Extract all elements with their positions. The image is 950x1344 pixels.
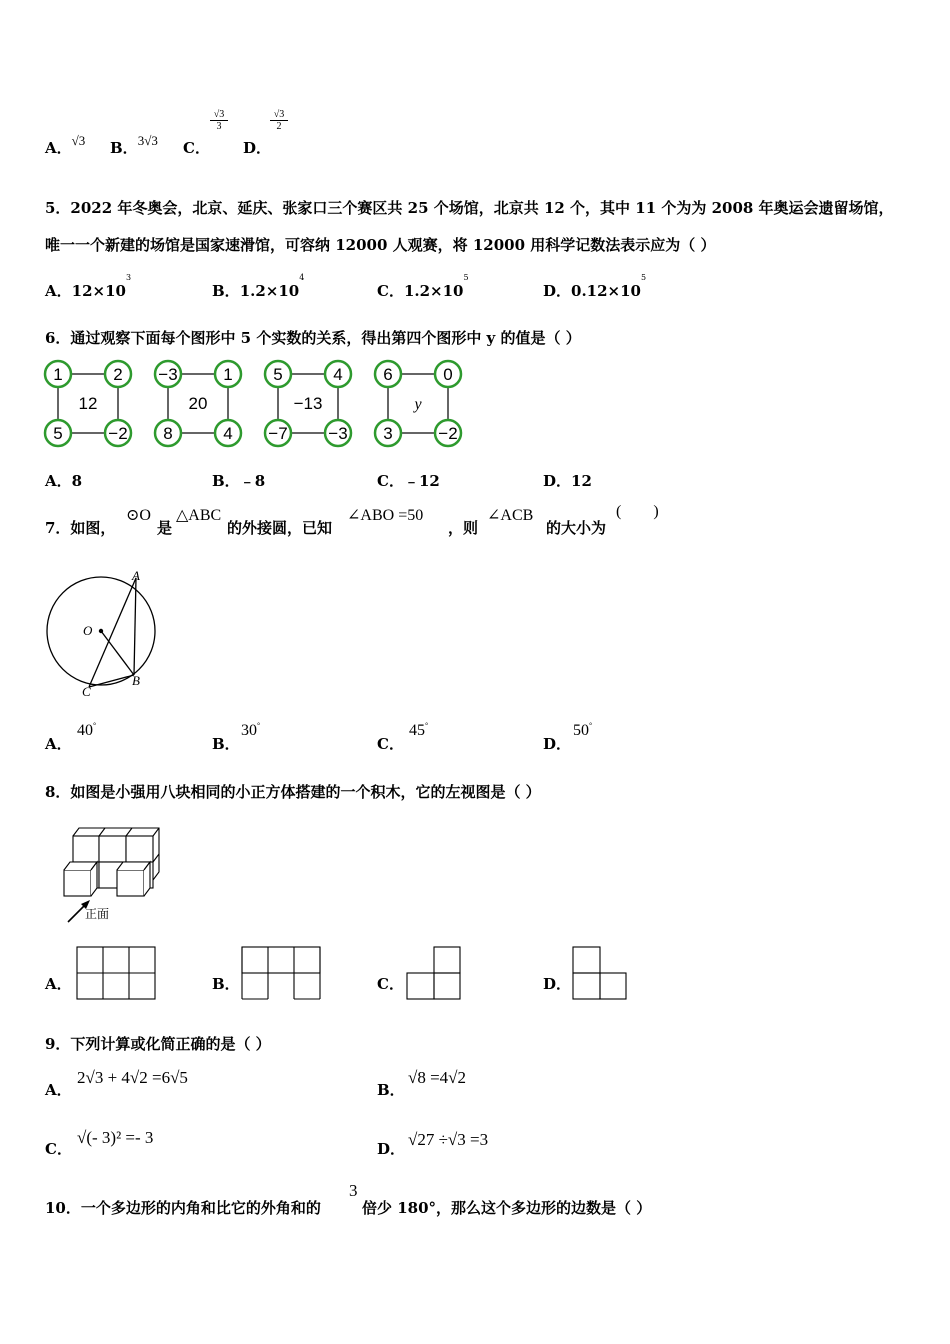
q6-center-value: 20	[188, 394, 208, 413]
q6-corner-value: −3	[158, 365, 178, 384]
q6-figure-2	[155, 361, 241, 446]
q7-option-a[interactable]: A．	[45, 735, 72, 753]
q8-option-a-figure	[75, 945, 157, 1001]
q6-corner-value: 1	[223, 365, 233, 384]
q6-corner-value: 3	[383, 424, 393, 443]
q9-option-b-expr: √8 =4√2	[408, 1068, 466, 1087]
q9-option-c[interactable]: C．	[45, 1140, 72, 1158]
q8-option-b-figure	[240, 945, 322, 1001]
q9-stem: 9．下列计算或化简正确的是（ ）	[45, 1035, 271, 1053]
q8-block-figure	[55, 822, 175, 927]
q10-prefix: 10．一个多边形的内角和比它的外角和的	[45, 1199, 321, 1217]
q7-prefix: 7．如图，	[45, 519, 116, 537]
q6-figure-4	[375, 361, 461, 446]
q6-figures	[40, 358, 470, 453]
point-o-label: O	[83, 623, 93, 638]
cube-front-1	[64, 870, 91, 896]
q6-corner-value: 2	[113, 365, 123, 384]
q6-corner-value: 4	[333, 365, 343, 384]
q7-option-b[interactable]: B．	[212, 735, 240, 753]
q6-corner-value: −3	[328, 424, 348, 443]
q7-option-d[interactable]: D．	[543, 735, 572, 753]
q4-option-c[interactable]: C．	[183, 139, 210, 157]
q4-option-d-fraction: √3 2	[270, 109, 288, 132]
q6-corner-value: −7	[268, 424, 288, 443]
q4-option-b-value: 3√3	[137, 133, 158, 148]
q7-then: ，则	[448, 519, 479, 537]
q7-mid: 的外接圆，已知	[227, 519, 333, 537]
segment-ac	[89, 578, 136, 687]
q8-option-d-figure	[571, 945, 629, 1001]
q6-option-b[interactable]: B．﹣8	[212, 472, 266, 490]
q7-paren: ( )	[616, 503, 659, 520]
point-b-label: B	[132, 673, 140, 688]
q7-ask-angle: ∠ACB	[487, 507, 534, 524]
q6-corner-value: 5	[53, 424, 63, 443]
cube-back-3	[126, 836, 153, 862]
q9-option-b[interactable]: B．	[377, 1081, 405, 1099]
q6-center-value: −13	[293, 394, 323, 413]
segment-cb	[89, 675, 134, 687]
q6-corner-value: 8	[163, 424, 173, 443]
cube-back-1	[73, 836, 99, 862]
q10-suffix: 倍少 180°，那么这个多边形的边数是（ ）	[362, 1199, 652, 1217]
cube-front-2	[117, 870, 144, 896]
q8-option-c[interactable]: C．	[377, 975, 404, 993]
q5-option-b[interactable]: B．$1.2\times 10^4$	[212, 273, 305, 300]
q5-option-c[interactable]: C．$1.2\times 10^5$	[377, 273, 469, 300]
q6-corner-value: 5	[273, 365, 283, 384]
q7-option-d-value: 50°	[573, 721, 593, 739]
q6-stem: 6．通过观察下面每个图形中 5 个实数的关系，得出第四个图形中 y 的值是（ ）	[45, 329, 581, 347]
q9-option-a[interactable]: A．	[45, 1081, 72, 1099]
q6-corner-value: 4	[223, 424, 233, 443]
segment-ob	[101, 631, 134, 675]
q7-tail: 的大小为	[546, 519, 607, 537]
q6-center-value: y	[414, 396, 422, 413]
q6-figure-3	[265, 361, 351, 446]
q4-option-a[interactable]: A．√3	[45, 133, 86, 157]
q7-circle: ⊙O	[126, 507, 151, 524]
front-label: 正面	[85, 907, 110, 921]
q6-corner-value: 6	[383, 365, 393, 384]
q4-option-d[interactable]: D．	[243, 139, 272, 157]
q6-figure-1	[45, 361, 131, 446]
q9-option-d[interactable]: D．	[377, 1140, 406, 1158]
q4-option-c-fraction: √3 3	[210, 109, 228, 132]
q6-option-a[interactable]: A．8	[45, 472, 83, 490]
q7-option-a-value: 40°	[77, 721, 97, 739]
q5-option-a[interactable]: A．$12\times 10^3$	[45, 273, 132, 300]
q8-option-a[interactable]: A．	[45, 975, 72, 993]
q5-line2: 唯一一个新建的场馆是国家速滑馆，可容纳 12000 人观赛，将 12000 用科学记数法表示应为（ ）	[45, 236, 716, 254]
q9-option-d-expr: √27 ÷√3 =3	[408, 1130, 489, 1149]
q7-option-b-value: 30°	[241, 721, 261, 739]
q4-option-b[interactable]: B．3√3	[110, 133, 158, 157]
q8-stem: 8．如图是小强用八块相同的小正方体搭建的一个积木，它的左视图是（ ）	[45, 783, 541, 801]
point-a-label: A	[132, 568, 140, 583]
q6-corner-value: −2	[438, 424, 458, 443]
q8-option-c-figure	[405, 945, 463, 1001]
q7-triangle: △ABC	[176, 507, 222, 524]
q8-option-b[interactable]: B．	[212, 975, 240, 993]
segment-ab	[134, 578, 136, 675]
q8-option-d[interactable]: D．	[543, 975, 572, 993]
cube-back-2	[99, 836, 126, 862]
q6-corner-value: 1	[53, 365, 63, 384]
q9-option-c-expr: √(- 3)² =- 3	[77, 1128, 154, 1147]
q4-option-a-value: √3	[71, 133, 86, 148]
center-point	[99, 629, 103, 633]
q7-given-angle: ∠ABO =50	[347, 507, 424, 524]
q10-factor: 3	[349, 1181, 358, 1200]
point-c-label: C	[82, 684, 91, 699]
q6-option-c[interactable]: C．﹣12	[377, 472, 440, 490]
q6-corner-value: −2	[108, 424, 128, 443]
q7-circle-figure	[40, 565, 170, 705]
q7-option-c-value: 45°	[409, 721, 429, 739]
q7-option-c[interactable]: C．	[377, 735, 404, 753]
q6-option-d[interactable]: D．12	[543, 472, 592, 490]
q5-line1: 5．2022 年冬奥会，北京、延庆、张家口三个赛区共 25 个场馆，北京共 12 个，其中 11 个为为 2008 年奥运会遗留场馆，	[45, 199, 894, 217]
q6-center-value: 12	[78, 394, 98, 413]
q7-is: 是	[157, 519, 173, 537]
q5-option-d[interactable]: D．$0.12\times 10^5$	[543, 273, 647, 300]
q6-corner-value: 0	[443, 365, 453, 384]
q9-option-a-expr: 2√3 + 4√2 =6√5	[77, 1068, 188, 1087]
